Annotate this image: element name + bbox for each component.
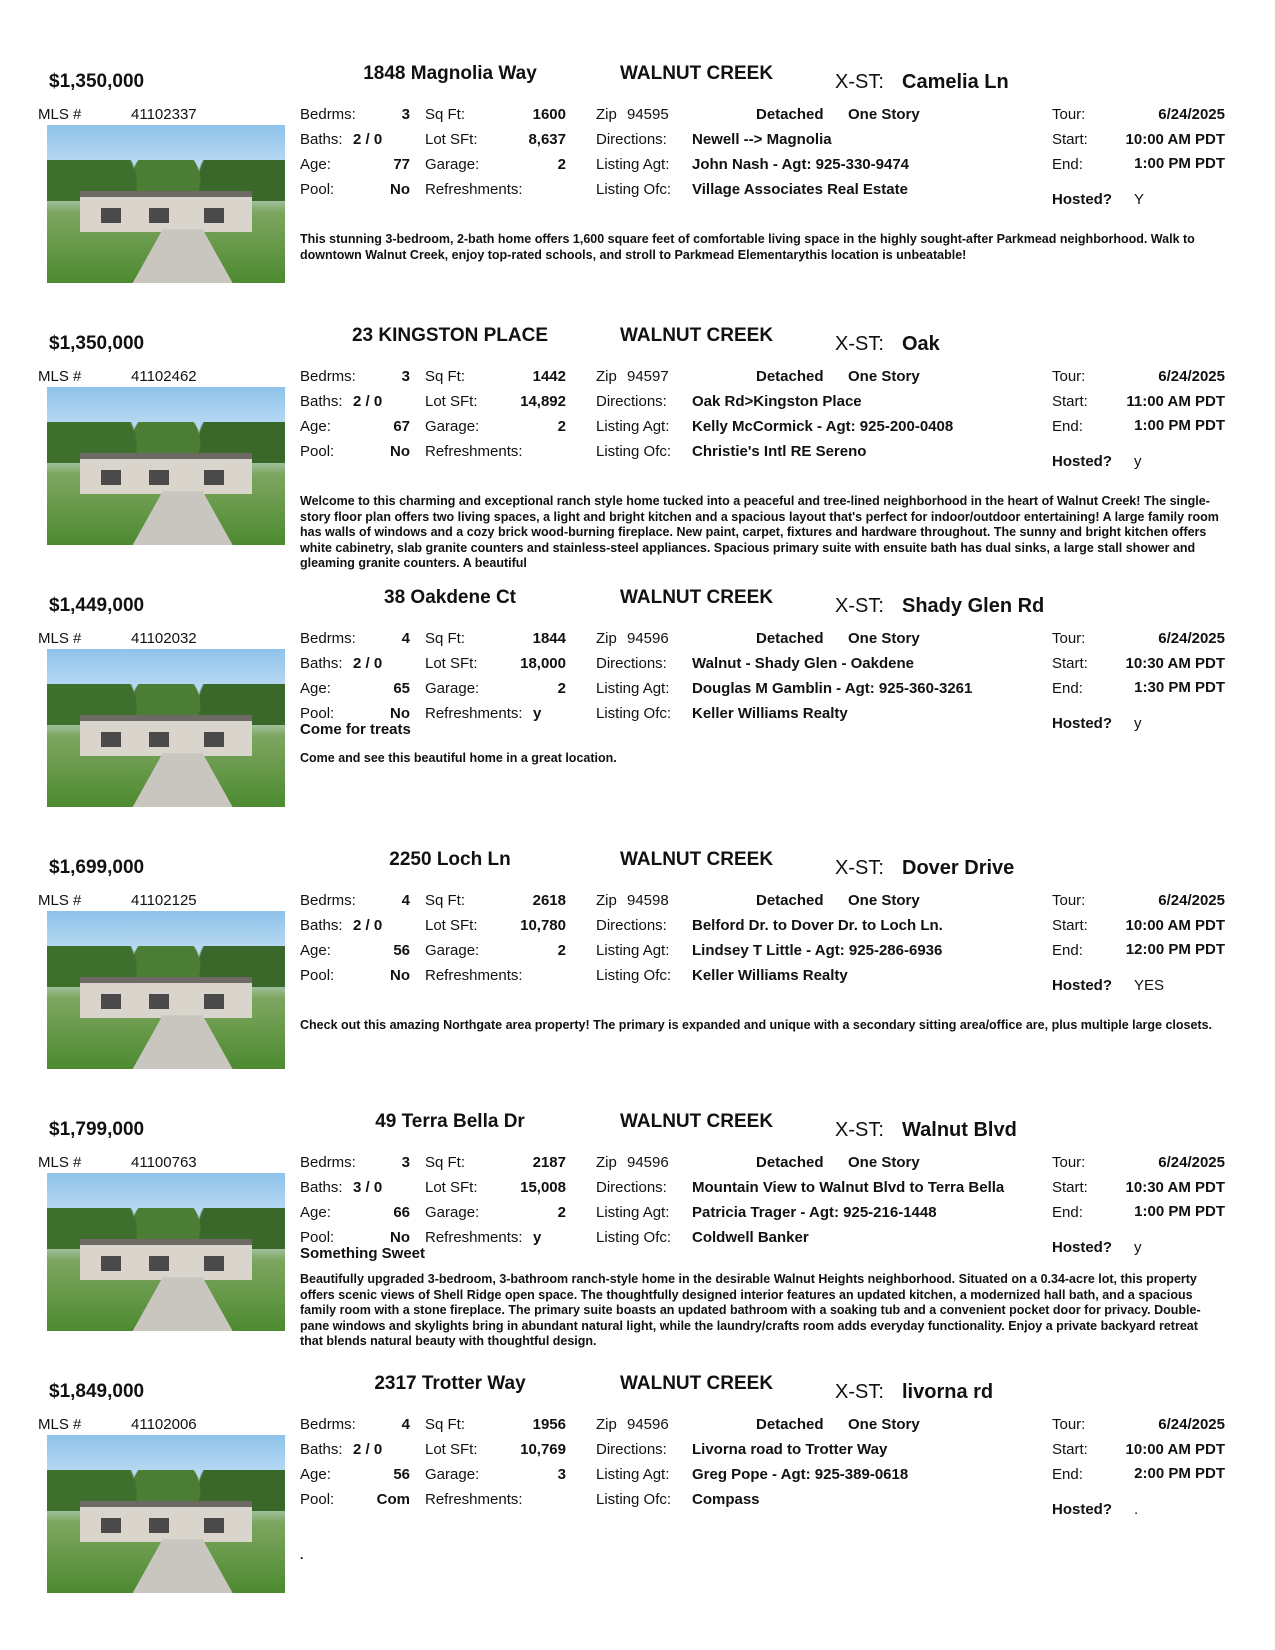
listing-agent-label: Listing Agt: — [596, 1204, 670, 1221]
property-type: Detached — [756, 1154, 824, 1171]
lot-sqft-value: 10,780 — [520, 917, 566, 934]
zip-value: 94598 — [627, 892, 669, 909]
listing — [0, 586, 1275, 841]
listing-agent-label: Listing Agt: — [596, 942, 670, 959]
bedrooms-label: Bedrms: — [300, 368, 356, 385]
end-time: 2:00 PM PDT — [1134, 1465, 1225, 1482]
listing-city: WALNUT CREEK — [620, 587, 774, 608]
age-label: Age: — [300, 1204, 331, 1221]
pool-label: Pool: — [300, 181, 335, 198]
end-label: End: — [1052, 156, 1083, 173]
listing-city: WALNUT CREEK — [620, 325, 774, 346]
listing-photo — [47, 387, 285, 545]
garage-value: 2 — [557, 942, 566, 959]
directions-value: Belford Dr. to Dover Dr. to Loch Ln. — [692, 917, 943, 934]
lot-sqft-label: Lot SFt: — [425, 131, 478, 148]
directions-label: Directions: — [596, 131, 667, 148]
garage-value: 2 — [557, 418, 566, 435]
age-label: Age: — [300, 418, 331, 435]
zip-label: Zip — [596, 630, 617, 647]
pool-label: Pool: — [300, 1229, 335, 1246]
sqft-label: Sq Ft: — [425, 1154, 466, 1171]
directions-value: Newell --> Magnolia — [692, 131, 832, 148]
cross-street: livorna rd — [902, 1381, 994, 1403]
cross-street: Dover Drive — [902, 857, 1015, 879]
directions-label: Directions: — [596, 1441, 667, 1458]
listing-price: $1,449,000 — [49, 595, 145, 616]
sqft-value: 2187 — [532, 1154, 566, 1171]
listing-city: WALNUT CREEK — [620, 849, 774, 870]
cross-street-label: X-ST: — [835, 333, 884, 355]
bedrooms-label: Bedrms: — [300, 106, 356, 123]
pool-value: No — [390, 181, 410, 198]
listing-agent-label: Listing Agt: — [596, 680, 670, 697]
listing-photo — [47, 649, 285, 807]
pool-label: Pool: — [300, 1491, 335, 1508]
mls-label: MLS # — [38, 106, 82, 123]
listing-price: $1,849,000 — [49, 1381, 145, 1402]
mls-label: MLS # — [38, 892, 82, 909]
zip-label: Zip — [596, 368, 617, 385]
listing-office-value: Coldwell Banker — [692, 1229, 809, 1246]
listing-address: 1848 Magnolia Way — [363, 63, 537, 84]
garage-value: 3 — [557, 1466, 566, 1483]
zip-label: Zip — [596, 1154, 617, 1171]
start-time: 10:00 AM PDT — [1125, 131, 1225, 148]
sqft-label: Sq Ft: — [425, 368, 466, 385]
end-time: 1:00 PM PDT — [1134, 155, 1225, 172]
property-stories: One Story — [848, 630, 920, 647]
start-time: 10:30 AM PDT — [1125, 1179, 1225, 1196]
zip-value: 94596 — [627, 1154, 669, 1171]
zip-value: 94596 — [627, 1416, 669, 1433]
tour-label: Tour: — [1052, 1416, 1086, 1433]
baths-label: Baths: — [300, 917, 343, 934]
end-label: End: — [1052, 1466, 1083, 1483]
lot-sqft-value: 14,892 — [520, 393, 566, 410]
listing-office-label: Listing Ofc: — [596, 1229, 672, 1246]
directions-label: Directions: — [596, 655, 667, 672]
sqft-value: 1956 — [532, 1416, 566, 1433]
listing — [0, 324, 1275, 579]
bedrooms-value: 4 — [401, 1416, 410, 1433]
baths-value: 2 / 0 — [353, 393, 383, 410]
garage-label: Garage: — [425, 156, 480, 173]
listing-address: 23 KINGSTON PLACE — [351, 325, 549, 346]
cross-street-label: X-ST: — [835, 71, 884, 93]
tour-date: 6/24/2025 — [1158, 1154, 1225, 1171]
end-label: End: — [1052, 418, 1083, 435]
zip-value: 94595 — [627, 106, 669, 123]
start-time: 10:00 AM PDT — [1125, 917, 1225, 934]
cross-street: Camelia Ln — [902, 71, 1009, 93]
lot-sqft-label: Lot SFt: — [425, 1179, 478, 1196]
pool-value: No — [390, 443, 410, 460]
age-value: 56 — [393, 942, 410, 959]
tour-date: 6/24/2025 — [1158, 1416, 1225, 1433]
pool-label: Pool: — [300, 705, 335, 722]
end-label: End: — [1052, 942, 1083, 959]
cross-street: Shady Glen Rd — [902, 595, 1045, 617]
pool-value: No — [390, 1229, 410, 1246]
hosted-value: y — [1134, 1239, 1142, 1256]
mls-label: MLS # — [38, 1154, 82, 1171]
property-type: Detached — [756, 106, 824, 123]
garage-label: Garage: — [425, 1204, 480, 1221]
listing-agent-label: Listing Agt: — [596, 418, 670, 435]
hosted-value: YES — [1134, 977, 1165, 994]
baths-label: Baths: — [300, 1179, 343, 1196]
end-time: 1:00 PM PDT — [1134, 417, 1225, 434]
property-stories: One Story — [848, 1416, 920, 1433]
cross-street-label: X-ST: — [835, 857, 884, 879]
hosted-label: Hosted? — [1052, 453, 1112, 470]
listing-city: WALNUT CREEK — [620, 1373, 774, 1394]
end-label: End: — [1052, 680, 1083, 697]
listing-agent-label: Listing Agt: — [596, 1466, 670, 1483]
cross-street: Walnut Blvd — [902, 1119, 1017, 1141]
tour-label: Tour: — [1052, 630, 1086, 647]
bedrooms-value: 3 — [401, 1154, 410, 1171]
bedrooms-value: 3 — [401, 368, 410, 385]
listing-photo — [47, 125, 285, 283]
refreshments-label: Refreshments: — [425, 705, 523, 722]
tour-label: Tour: — [1052, 106, 1086, 123]
age-value: 67 — [393, 418, 410, 435]
zip-label: Zip — [596, 892, 617, 909]
bedrooms-value: 4 — [401, 630, 410, 647]
pool-value: No — [390, 705, 410, 722]
sqft-value: 1600 — [532, 106, 566, 123]
age-label: Age: — [300, 942, 331, 959]
tour-date: 6/24/2025 — [1158, 106, 1225, 123]
tour-date: 6/24/2025 — [1158, 630, 1225, 647]
garage-value: 2 — [557, 156, 566, 173]
garage-value: 2 — [557, 1204, 566, 1221]
listing-office-label: Listing Ofc: — [596, 443, 672, 460]
listing-price: $1,699,000 — [49, 857, 145, 878]
bedrooms-label: Bedrms: — [300, 1154, 356, 1171]
directions-label: Directions: — [596, 1179, 667, 1196]
cross-street-label: X-ST: — [835, 1381, 884, 1403]
listing-office-value: Village Associates Real Estate — [692, 181, 908, 198]
zip-label: Zip — [596, 106, 617, 123]
garage-label: Garage: — [425, 942, 480, 959]
property-stories: One Story — [848, 368, 920, 385]
hosted-label: Hosted? — [1052, 1239, 1112, 1256]
bedrooms-value: 4 — [401, 892, 410, 909]
zip-value: 94597 — [627, 368, 669, 385]
baths-value: 2 / 0 — [353, 131, 383, 148]
zip-label: Zip — [596, 1416, 617, 1433]
end-time: 1:30 PM PDT — [1134, 679, 1225, 696]
property-type: Detached — [756, 892, 824, 909]
listing-office-value: Keller Williams Realty — [692, 705, 848, 722]
garage-label: Garage: — [425, 418, 480, 435]
baths-label: Baths: — [300, 1441, 343, 1458]
listing-agent-value: Patricia Trager - Agt: 925-216-1448 — [692, 1204, 937, 1221]
listing-agent-value: Greg Pope - Agt: 925-389-0618 — [692, 1466, 909, 1483]
listing-office-label: Listing Ofc: — [596, 181, 672, 198]
mls-number: 41102006 — [131, 1416, 197, 1433]
refreshments-label: Refreshments: — [425, 1491, 523, 1508]
tour-date: 6/24/2025 — [1158, 892, 1225, 909]
listing-agent-value: Douglas M Gamblin - Agt: 925-360-3261 — [692, 680, 973, 697]
refreshments-label: Refreshments: — [425, 967, 523, 984]
refreshments-label: Refreshments: — [425, 1229, 523, 1246]
start-time: 10:00 AM PDT — [1125, 1441, 1225, 1458]
baths-value: 3 / 0 — [353, 1179, 383, 1196]
listing-office-value: Keller Williams Realty — [692, 967, 848, 984]
directions-label: Directions: — [596, 917, 667, 934]
bedrooms-value: 3 — [401, 106, 410, 123]
end-time: 1:00 PM PDT — [1134, 1203, 1225, 1220]
hosted-value: . — [1134, 1501, 1139, 1518]
bedrooms-label: Bedrms: — [300, 630, 356, 647]
hosted-value: Y — [1134, 191, 1145, 208]
baths-label: Baths: — [300, 655, 343, 672]
hosted-value: y — [1134, 715, 1142, 732]
hosted-label: Hosted? — [1052, 191, 1112, 208]
mls-label: MLS # — [38, 368, 82, 385]
pool-value: No — [390, 967, 410, 984]
listing-description: Check out this amazing Northgate area property! The primary is expanded and unique with a secondary sitting area/office are, plus multiple large closets. — [300, 1018, 1213, 1032]
end-time: 12:00 PM PDT — [1125, 941, 1225, 958]
lot-sqft-value: 15,008 — [520, 1179, 566, 1196]
sqft-value: 1442 — [532, 368, 566, 385]
lot-sqft-label: Lot SFt: — [425, 917, 478, 934]
hosted-label: Hosted? — [1052, 715, 1112, 732]
listing-price: $1,799,000 — [49, 1119, 145, 1140]
start-label: Start: — [1052, 917, 1088, 934]
garage-label: Garage: — [425, 680, 480, 697]
baths-label: Baths: — [300, 393, 343, 410]
property-type: Detached — [756, 1416, 824, 1433]
hosted-label: Hosted? — [1052, 977, 1112, 994]
baths-value: 2 / 0 — [353, 1441, 383, 1458]
pool-value: Com — [376, 1491, 410, 1508]
mls-number: 41102337 — [131, 106, 197, 123]
listing-photo — [47, 911, 285, 1069]
lot-sqft-value: 10,769 — [520, 1441, 566, 1458]
listing-photo — [47, 1435, 285, 1593]
mls-number: 41102462 — [131, 368, 197, 385]
hosted-value: y — [1134, 453, 1142, 470]
directions-label: Directions: — [596, 393, 667, 410]
property-stories: One Story — [848, 892, 920, 909]
start-label: Start: — [1052, 131, 1088, 148]
age-value: 65 — [393, 680, 410, 697]
zip-value: 94596 — [627, 630, 669, 647]
sqft-label: Sq Ft: — [425, 630, 466, 647]
listing-address: 38 Oakdene Ct — [384, 587, 516, 608]
property-type: Detached — [756, 368, 824, 385]
directions-value: Livorna road to Trotter Way — [692, 1441, 888, 1458]
directions-value: Walnut - Shady Glen - Oakdene — [692, 655, 914, 672]
lot-sqft-label: Lot SFt: — [425, 655, 478, 672]
listing-office-value: Christie's Intl RE Sereno — [692, 443, 867, 460]
lot-sqft-value: 8,637 — [528, 131, 566, 148]
mls-label: MLS # — [38, 630, 82, 647]
garage-value: 2 — [557, 680, 566, 697]
tour-label: Tour: — [1052, 892, 1086, 909]
listing-address: 2317 Trotter Way — [374, 1373, 526, 1394]
listing-description: Welcome to this charming and exceptional ranch style home tucked into a peaceful and tree-lined neighborhood in the heart of Walnut Creek! The single-story floor plan offers two living spaces, a light and bright kitchen and a spacious layout that's perfect for indoor/outdoor entertaining! A large family room has walls of windows and a cozy brick wood-burning fireplace. New paint, carpet, fixtures and hardware throughout. The sunny and bright kitchen offers white cabinetry, slab granite counters and stainless-steel appliances. Spacious primary suite with ensuite bath has dual sinks, a large stall shower and gleaming granite counters. A beautiful — [300, 494, 1219, 570]
listing — [0, 62, 1275, 317]
start-time: 11:00 AM PDT — [1126, 393, 1225, 410]
listing-office-label: Listing Ofc: — [596, 967, 672, 984]
sqft-value: 2618 — [532, 892, 566, 909]
listing-price: $1,350,000 — [49, 333, 145, 354]
start-label: Start: — [1052, 393, 1088, 410]
bedrooms-label: Bedrms: — [300, 892, 356, 909]
listing — [0, 1372, 1275, 1627]
listing-description: Come and see this beautiful home in a great location. — [300, 751, 617, 765]
baths-value: 2 / 0 — [353, 917, 383, 934]
listing-address: 2250 Loch Ln — [389, 849, 511, 870]
hosted-label: Hosted? — [1052, 1501, 1112, 1518]
listing-agent-label: Listing Agt: — [596, 156, 670, 173]
age-value: 56 — [393, 1466, 410, 1483]
directions-value: Oak Rd>Kingston Place — [692, 393, 862, 410]
refreshments-value: y — [533, 1229, 542, 1246]
age-label: Age: — [300, 156, 331, 173]
listing — [0, 848, 1275, 1103]
sqft-label: Sq Ft: — [425, 106, 466, 123]
listing-address: 49 Terra Bella Dr — [375, 1111, 525, 1132]
listing — [0, 1110, 1275, 1365]
start-label: Start: — [1052, 655, 1088, 672]
property-type: Detached — [756, 630, 824, 647]
cross-street-label: X-ST: — [835, 595, 884, 617]
listing-agent-value: Kelly McCormick - Agt: 925-200-0408 — [692, 418, 954, 435]
listing-description: . — [300, 1548, 304, 1562]
baths-value: 2 / 0 — [353, 655, 383, 672]
listing-note: Something Sweet — [300, 1245, 426, 1262]
refreshments-label: Refreshments: — [425, 181, 523, 198]
garage-label: Garage: — [425, 1466, 480, 1483]
mls-number: 41102125 — [131, 892, 197, 909]
start-time: 10:30 AM PDT — [1125, 655, 1225, 672]
mls-number: 41102032 — [131, 630, 197, 647]
listing-office-label: Listing Ofc: — [596, 1491, 672, 1508]
mls-label: MLS # — [38, 1416, 82, 1433]
listing-photo — [47, 1173, 285, 1331]
listing-description: This stunning 3-bedroom, 2-bath home offers 1,600 square feet of comfortable living space in the highly sought-after Parkmead neighborhood. Walk to downtown Walnut Creek, enjoy top-rated schools, and stroll to Parkmead Elementarythis location is unbeatable! — [300, 232, 1195, 262]
property-stories: One Story — [848, 106, 920, 123]
cross-street: Oak — [902, 333, 940, 355]
refreshments-value: y — [533, 705, 542, 722]
baths-label: Baths: — [300, 131, 343, 148]
lot-sqft-label: Lot SFt: — [425, 1441, 478, 1458]
cross-street-label: X-ST: — [835, 1119, 884, 1141]
listing-agent-value: Lindsey T Little - Agt: 925-286-6936 — [692, 942, 943, 959]
listing-price: $1,350,000 — [49, 71, 145, 92]
listing-description: Beautifully upgraded 3-bedroom, 3-bathroom ranch-style home in the desirable Walnut Heights neighborhood. Situated on a 0.34-acre lot, this property offers scenic views of Shell Ridge open space. The thoughtfully designed interior features an updated kitchen, a modernized hall bath, and a spacious family room with a stone fireplace. The primary suite boasts an updated bathroom with a soaking tub and a convenient pocket door for privacy. Double-pane windows and skylights bring in abundant natural light, while the laundry/crafts room adds everyday functionality. Enjoy a private backyard retreat that blends natural beauty with thoughtful design. — [300, 1272, 1201, 1348]
end-label: End: — [1052, 1204, 1083, 1221]
property-stories: One Story — [848, 1154, 920, 1171]
lot-sqft-value: 18,000 — [520, 655, 566, 672]
listing-note: Come for treats — [300, 721, 411, 738]
lot-sqft-label: Lot SFt: — [425, 393, 478, 410]
listing-agent-value: John Nash - Agt: 925-330-9474 — [692, 156, 910, 173]
refreshments-label: Refreshments: — [425, 443, 523, 460]
directions-value: Mountain View to Walnut Blvd to Terra Bella — [692, 1179, 1005, 1196]
start-label: Start: — [1052, 1179, 1088, 1196]
listing-office-value: Compass — [692, 1491, 760, 1508]
mls-number: 41100763 — [131, 1154, 197, 1171]
listing-city: WALNUT CREEK — [620, 1111, 774, 1132]
bedrooms-label: Bedrms: — [300, 1416, 356, 1433]
age-label: Age: — [300, 1466, 331, 1483]
listing-office-label: Listing Ofc: — [596, 705, 672, 722]
age-value: 77 — [393, 156, 410, 173]
tour-label: Tour: — [1052, 368, 1086, 385]
age-label: Age: — [300, 680, 331, 697]
start-label: Start: — [1052, 1441, 1088, 1458]
listing-city: WALNUT CREEK — [620, 63, 774, 84]
tour-date: 6/24/2025 — [1158, 368, 1225, 385]
tour-label: Tour: — [1052, 1154, 1086, 1171]
pool-label: Pool: — [300, 443, 335, 460]
sqft-label: Sq Ft: — [425, 892, 466, 909]
sqft-label: Sq Ft: — [425, 1416, 466, 1433]
pool-label: Pool: — [300, 967, 335, 984]
sqft-value: 1844 — [532, 630, 566, 647]
age-value: 66 — [393, 1204, 410, 1221]
